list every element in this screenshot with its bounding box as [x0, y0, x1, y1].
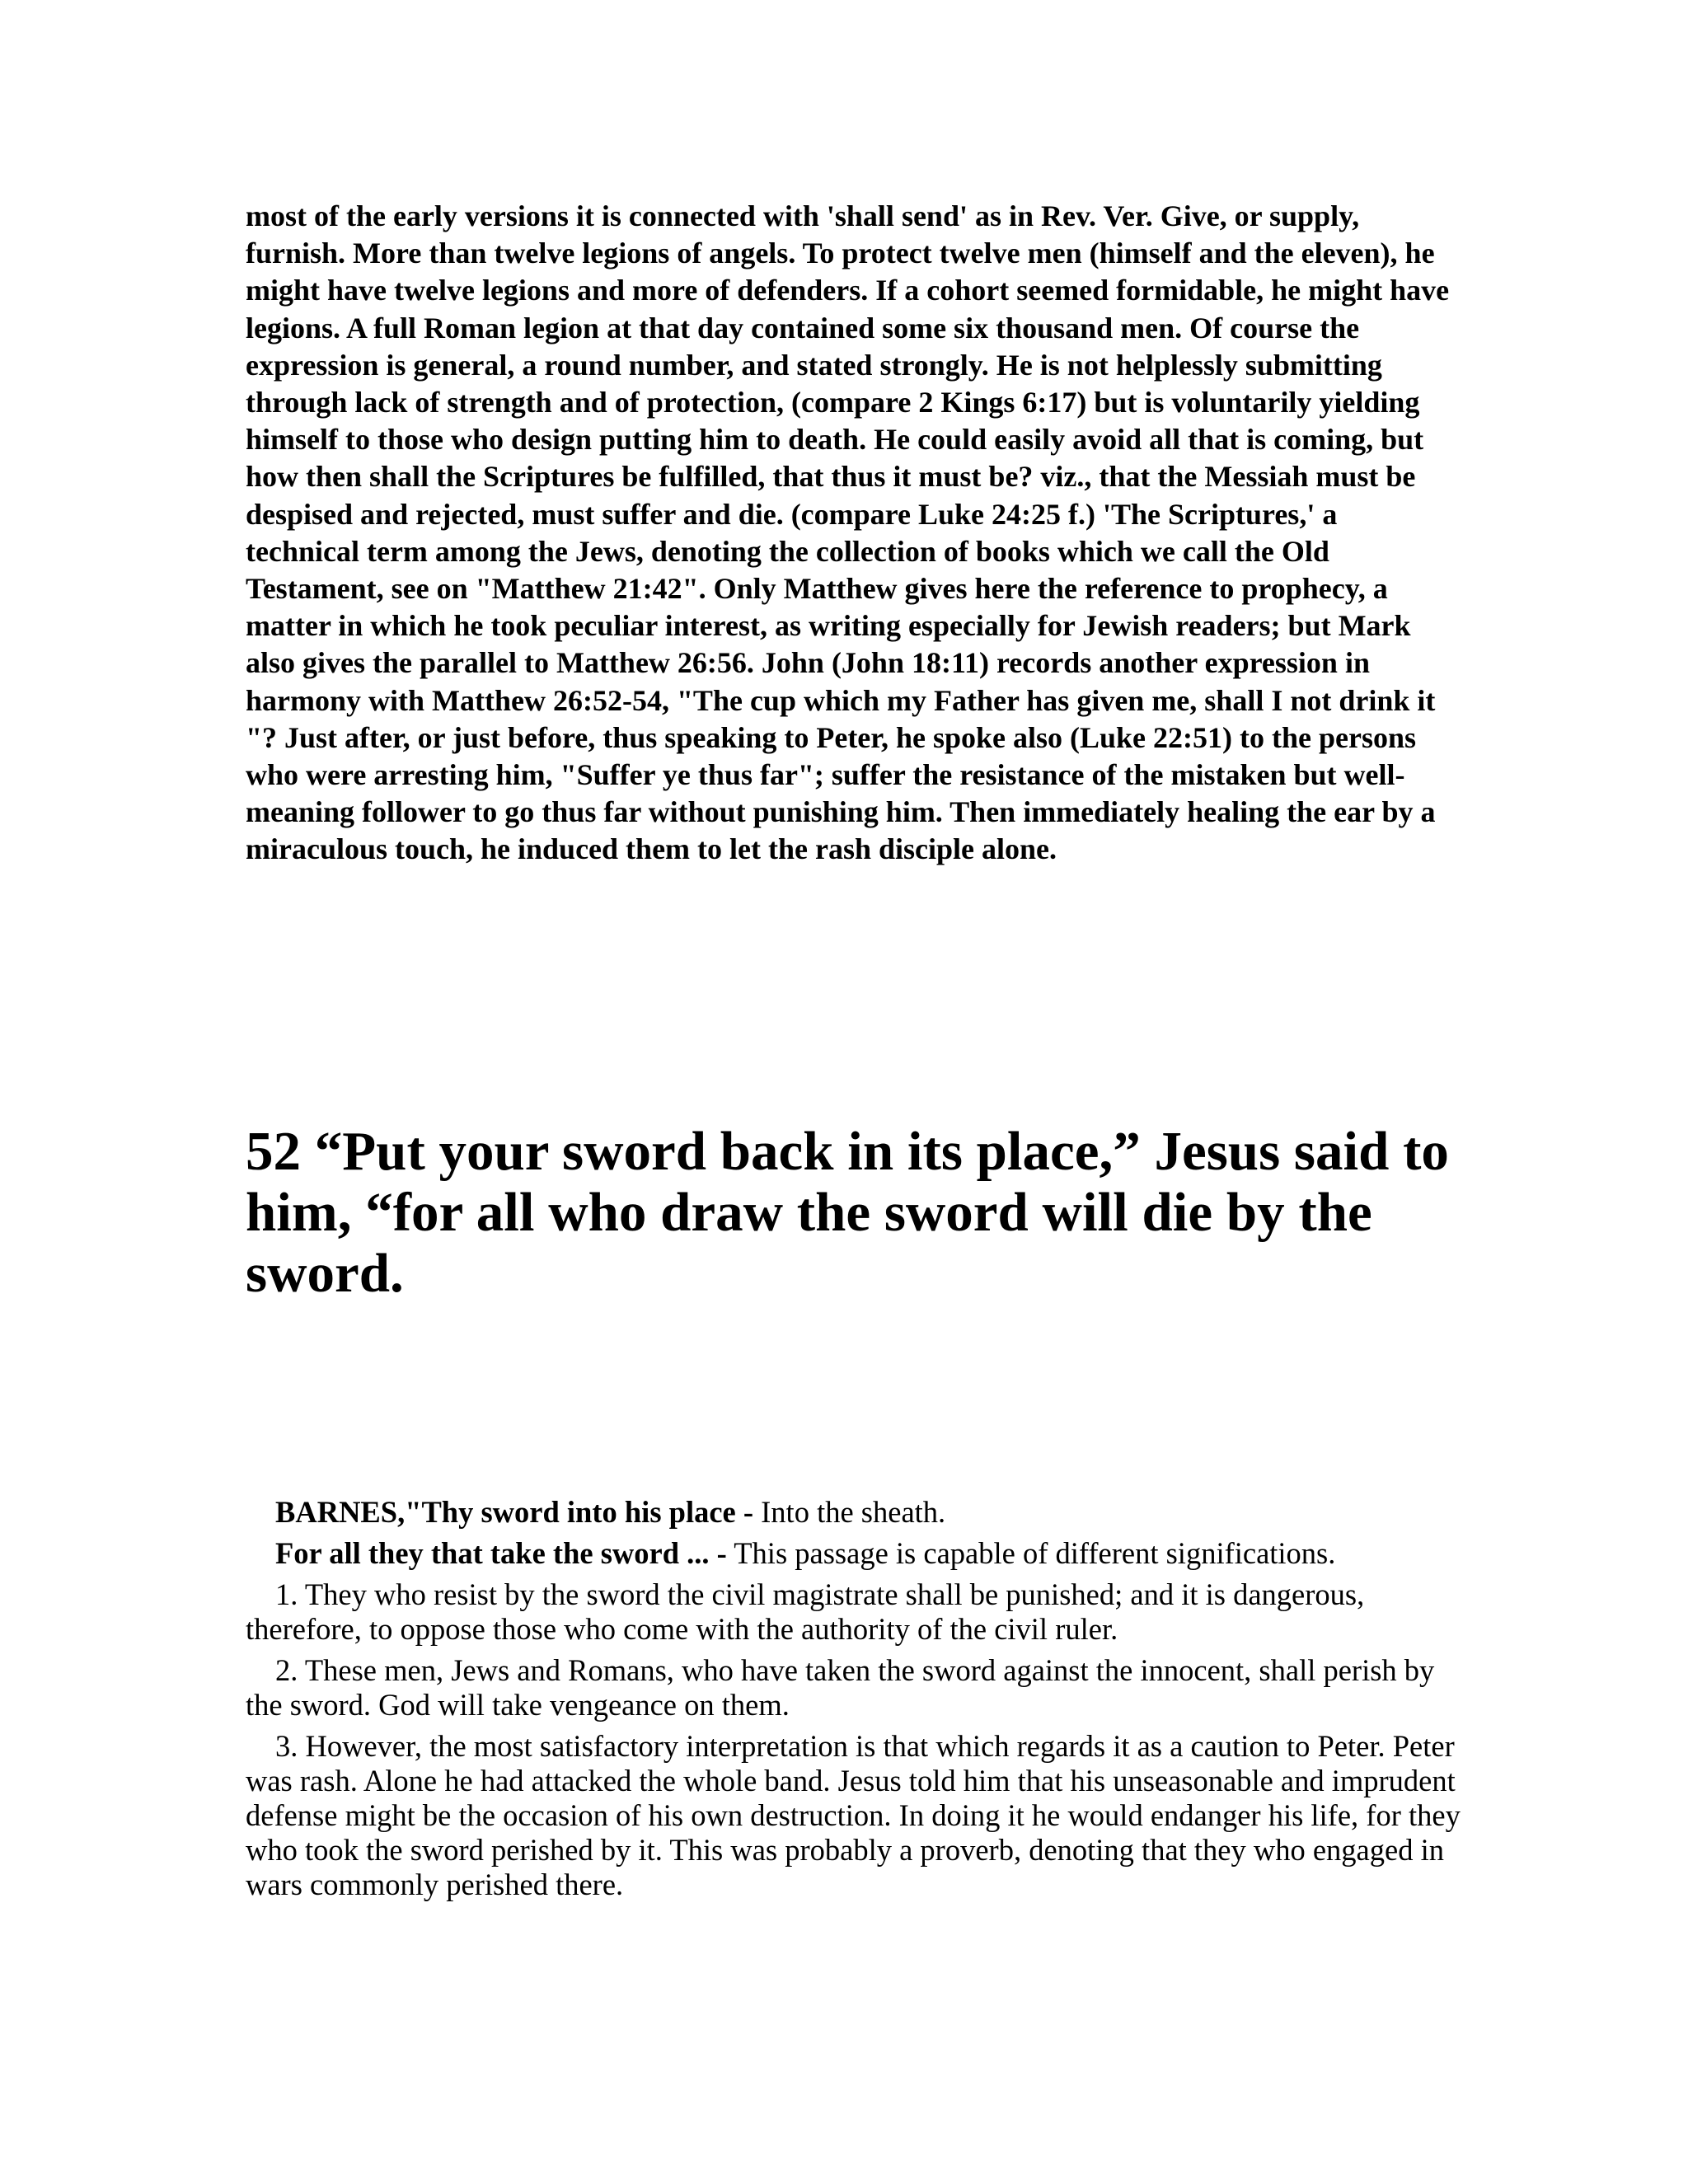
barnes-commentary [246, 1495, 1465, 1909]
barnes-point-1: 1. They who resist by the sword the civil magistrate shall be punished; and it is dangerous, therefore, to oppose those who come with the authority of the civil ruler. [246, 1577, 1365, 1646]
barnes-entry-sheath [246, 1495, 1465, 1530]
commentary-paragraph: most of the early versions it is connected with 'shall send' as in Rev. Ver. Give, or supply, furnish. More than twelve legions of angels. To protect twelve men (himself and the eleven), he might have twelve legions and more of defenders. If a cohort seemed formidable, he might have legions. A full Roman legion at that day contained some six thousand men. Of course the expression is general, a round number, and stated strongly. He is not helplessly submitting through lack of strength and of protection, (compare 2 Kings 6:17) but is voluntarily yielding himself to those who design putting him to death. He could easily avoid all that is coming, but how then shall the Scriptures be fulfilled, that thus it must be? viz., that the Messiah must be despised and rejected, must suffer and die. (compare Luke 24:25 f.) 'The Scriptures,' a technical term among the Jews, denoting the collection of books which we call the Old Testament, see on "Matthew 21:42". Only Matthew gives here the reference to prophecy, a matter in which he took peculiar interest, as writing especially for Jewish readers; but Mark also gives the parallel to Matthew 26:56. John (John 18:11) records another expression in harmony with Matthew 26:52-54, "The cup which my Father has given me, shall I not drink it "? Just after, or just before, thus speaking to Peter, he spoke also (Luke 22:51) to the persons who were arresting him, "Suffer ye thus far"; suffer the resistance of the mistaken but well-meaning follower to go thus far without punishing him. Then immediately healing the ear by a miraculous touch, he induced them to let the rash disciple alone. [246, 199, 1450, 866]
barnes-entry-label: For all they that take the sword ... - [275, 1536, 727, 1570]
barnes-entry-text: This passage is capable of different significations. [726, 1536, 1336, 1570]
barnes-entry-text: Into the sheath. [753, 1495, 946, 1529]
verse-heading: 52 “Put your sword back in its place,” Jesus said to him, “for all who draw the sword will die by the sword. [246, 1121, 1449, 1304]
barnes-entry-sword [246, 1536, 1465, 1571]
barnes-point-2: 2. These men, Jews and Romans, who have taken the sword against the innocent, shall perish by the sword. God will take vengeance on them. [246, 1653, 1435, 1722]
barnes-point-3: 3. However, the most satisfactory interpretation is that which regards it as a caution to Peter. Peter was rash. Alone he had attacked the whole band. Jesus told him that his unseasonable and imprudent defense might be the occasion of his own destruction. In doing it he would endanger his life, for they who took the sword perished by it. This was probably a proverb, denoting that they who engaged in wars commonly perished there. [246, 1729, 1461, 1901]
barnes-entry-label: BARNES,"Thy sword into his place - [275, 1495, 754, 1529]
